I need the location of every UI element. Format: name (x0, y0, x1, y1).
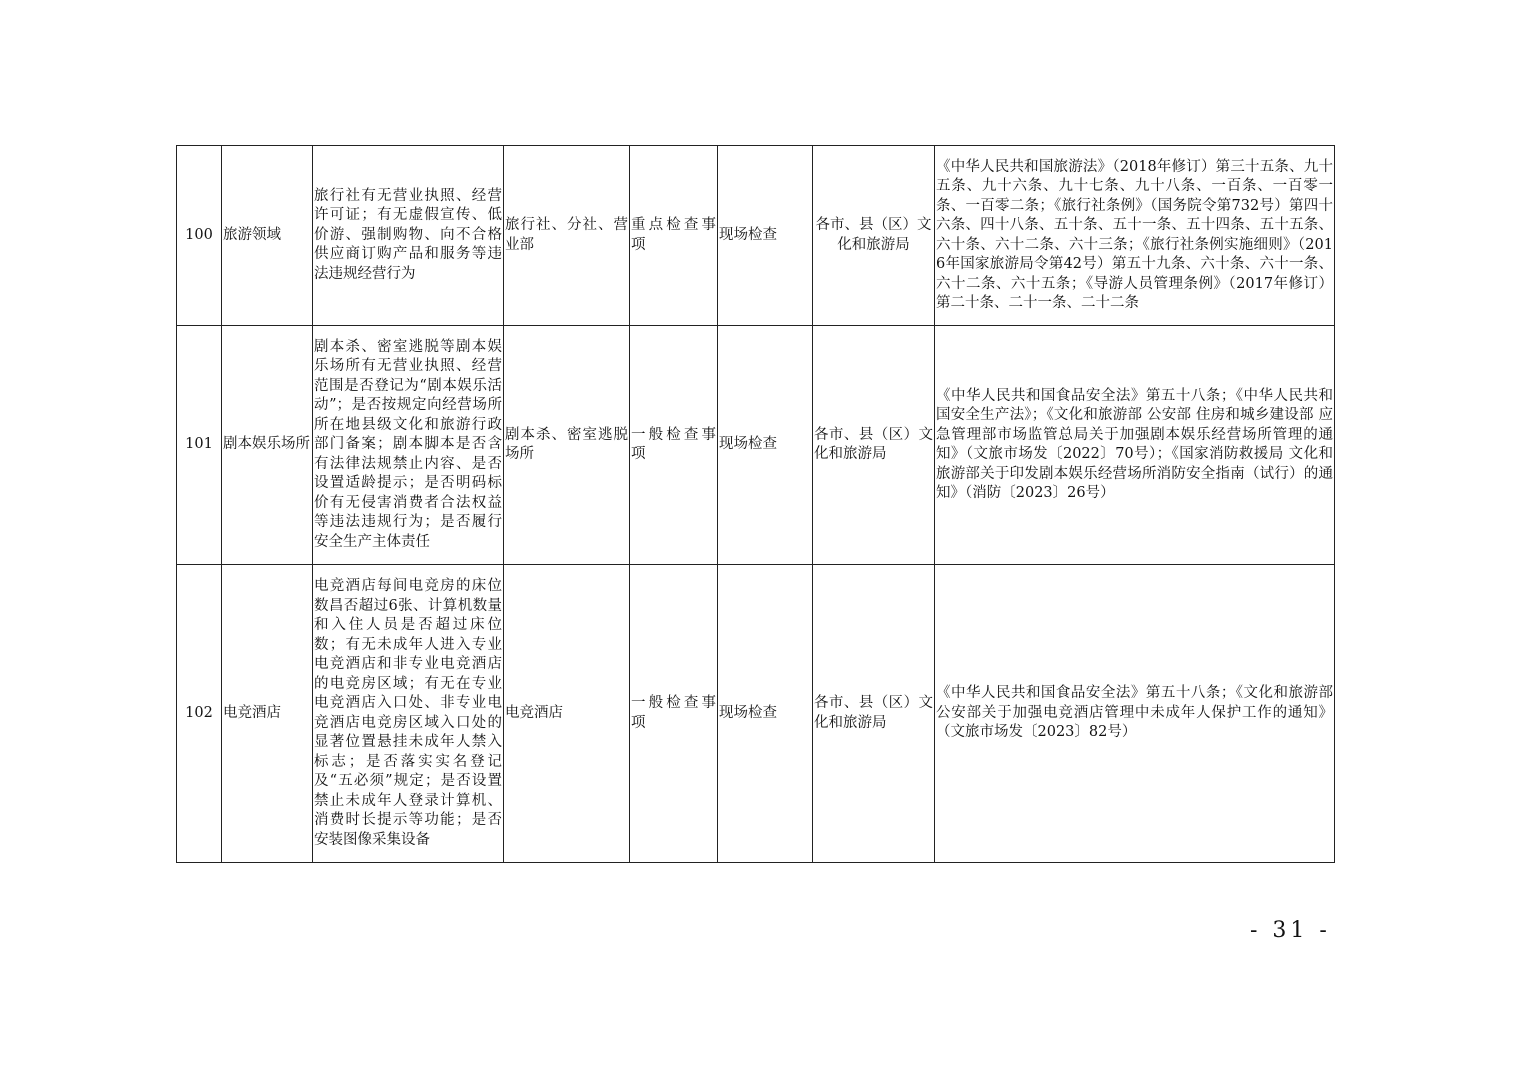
row-content: 电竞酒店每间电竞房的床位数昌否超过6张、计算机数量和入住人员是否超过床位数；有无未成年人进入专业电竞酒店和非专业电竞酒店的电竞房区域；有无在专业电竞酒店入口处、非专业电竞酒店电竞房区域入口处的显著位置悬挂未成年人禁入标志；是否落实实名登记及“五必须”规定；是否设置禁止未成年人登录计算机、消费时长提示等功能；是否安装图像采集设备 (313, 565, 504, 863)
row-target: 剧本杀、密室逃脱场所 (504, 326, 630, 565)
row-method: 现场检查 (718, 146, 813, 326)
row-index: 101 (177, 326, 222, 565)
table-row (177, 146, 1335, 326)
row-domain: 电竞酒店 (222, 565, 313, 863)
inspection-table (176, 145, 1335, 863)
row-target: 旅行社、分社、营业部 (504, 146, 630, 326)
row-category: 一般检查事项 (630, 326, 718, 565)
row-target: 电竞酒店 (504, 565, 630, 863)
row-index: 100 (177, 146, 222, 326)
row-method: 现场检查 (718, 326, 813, 565)
row-content: 剧本杀、密室逃脱等剧本娱乐场所有无营业执照、经营范围是否登记为“剧本娱乐活动”；是否按规定向经营场所所在地县级文化和旅游行政部门备案；剧本脚本是否含有法律法规禁止内容、是否设置适龄提示；是否明码标价有无侵害消费者合法权益等违法违规行为；是否履行安全生产主体责任 (313, 326, 504, 565)
row-authority: 各市、县（区）文化和旅游局 (813, 565, 935, 863)
row-basis: 《中华人民共和国食品安全法》第五十八条；《文化和旅游部 公安部关于加强电竞酒店管理中未成年人保护工作的通知》（文旅市场发〔2023〕82号） (935, 565, 1335, 863)
row-category: 一般检查事项 (630, 565, 718, 863)
page-number: - 31 - (1250, 918, 1331, 943)
table-row (177, 326, 1335, 565)
row-authority: 各市、县（区）文化和旅游局 (813, 146, 935, 326)
row-basis: 《中华人民共和国食品安全法》第五十八条；《中华人民共和国安全生产法》；《文化和旅游部 公安部 住房和城乡建设部 应急管理部市场监管总局关于加强剧本娱乐经营场所管理的通知》（文旅市场发〔2022〕70号）；《国家消防救援局 文化和旅游部关于印发剧本娱乐经营场所消防安全指南（试行）的通知》（消防〔2023〕26号） (935, 326, 1335, 565)
row-basis: 《中华人民共和国旅游法》（2018年修订）第三十五条、九十五条、九十六条、九十七条、九十八条、一百条、一百零一条、一百零二条；《旅行社条例》（国务院令第732号）第四十六条、四十八条、五十条、五十一条、五十四条、五十五条、六十条、六十二条、六十三条；《旅行社条例实施细则》（2016年国家旅游局令第42号）第五十九条、六十条、六十一条、六十二条、六十五条；《导游人员管理条例》（2017年修订）第二十条、二十一条、二十二条 (935, 146, 1335, 326)
table-row (177, 565, 1335, 863)
row-method: 现场检查 (718, 565, 813, 863)
row-index: 102 (177, 565, 222, 863)
row-domain: 旅游领域 (222, 146, 313, 326)
row-category: 重点检查事项 (630, 146, 718, 326)
row-content: 旅行社有无营业执照、经营许可证；有无虚假宣传、低价游、强制购物、向不合格供应商订购产品和服务等违法违规经营行为 (313, 146, 504, 326)
row-domain: 剧本娱乐场所 (222, 326, 313, 565)
row-authority: 各市、县（区）文化和旅游局 (813, 326, 935, 565)
